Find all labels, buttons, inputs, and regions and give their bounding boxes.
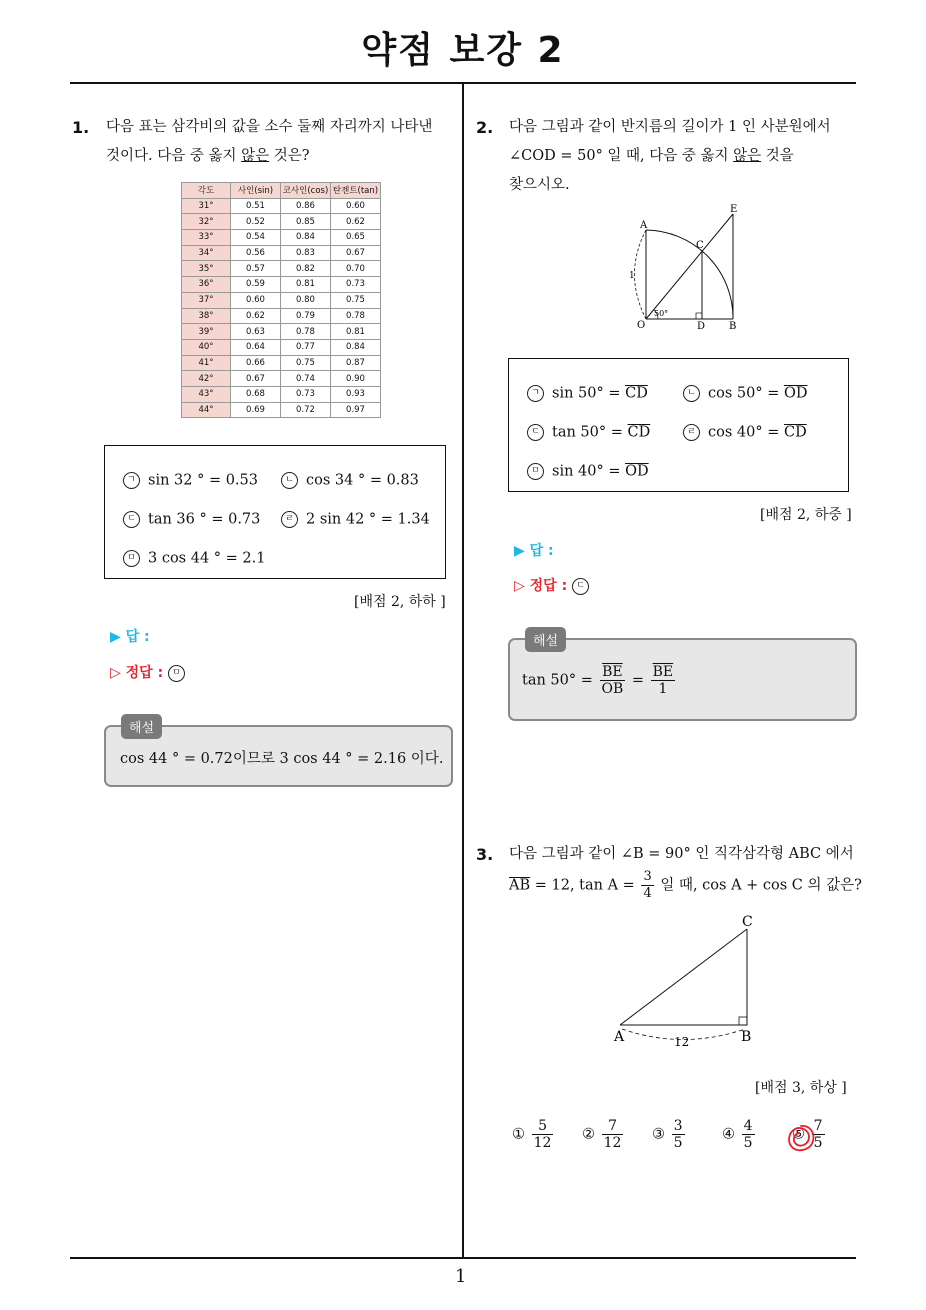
q1-choice-3-text: tan 36 ° = 0.73 <box>148 511 261 528</box>
table-angle-cell: 44° <box>182 402 231 418</box>
q1-choice-5-text: 3 cos 44 ° = 2.1 <box>148 550 266 567</box>
table-value-cell: 0.78 <box>281 324 331 340</box>
question-2-correct-mark: ㄷ <box>572 578 589 595</box>
q1-choice-2[interactable] <box>281 472 419 489</box>
table-value-cell: 0.57 <box>231 261 281 277</box>
table-value-cell: 0.67 <box>331 245 381 261</box>
table-value-cell: 0.77 <box>281 339 331 355</box>
question-2-negation: 않은 <box>733 148 762 164</box>
table-value-cell: 0.56 <box>231 245 281 261</box>
table-value-cell: 0.84 <box>331 339 381 355</box>
table-header-cell: 코사인(cos) <box>281 183 331 199</box>
table-angle-cell: 32° <box>182 214 231 230</box>
question-2-line1: 다음 그림과 같이 반지름의 길이가 1 인 사분원에서 <box>509 119 831 135</box>
label-o: O <box>637 320 646 331</box>
side-ac <box>620 929 747 1025</box>
label-b: B <box>729 321 737 332</box>
table-value-cell: 0.75 <box>331 292 381 308</box>
answer-circle-mark-icon <box>784 1121 818 1155</box>
label-c: C <box>696 240 704 251</box>
question-2-number: 2. <box>476 118 494 137</box>
q1-choice-4[interactable] <box>281 511 430 528</box>
table-header-cell: 탄젠트(tan) <box>331 183 381 199</box>
question-3-number: 3. <box>476 845 494 864</box>
table-value-cell: 0.81 <box>281 277 331 293</box>
table-row <box>182 355 381 371</box>
label-a: A <box>640 220 648 231</box>
page-title: 약점 보강 2 <box>361 30 565 71</box>
right-triangle-figure <box>606 908 766 1053</box>
q2-choice-2-rhs: $\overline{OD}$ <box>783 385 808 402</box>
q1-choice-5[interactable] <box>123 550 265 567</box>
question-2-correct-label-text: ▷ 정답 : <box>514 578 568 594</box>
q2-choice-2-lhs: cos 50° = <box>708 385 784 402</box>
table-row <box>182 198 381 214</box>
q3-option-5-num: 7 <box>813 1118 823 1134</box>
table-value-cell: 0.84 <box>281 230 331 246</box>
table-angle-cell: 36° <box>182 277 231 293</box>
table-value-cell: 0.75 <box>281 355 331 371</box>
question-2-line2 <box>509 142 859 171</box>
table-value-cell: 0.82 <box>281 261 331 277</box>
table-value-cell: 0.97 <box>331 402 381 418</box>
label-d: D <box>697 321 706 332</box>
q3-option-1[interactable] <box>512 1118 555 1151</box>
question-2-line2-post: 것을 <box>761 148 794 164</box>
column-divider <box>462 84 464 1258</box>
solution-frac-1 <box>600 664 626 697</box>
footer-rule <box>70 1257 856 1259</box>
question-3-line2 <box>509 869 861 902</box>
trig-table-wrapper <box>181 182 381 418</box>
q3-option-1-frac <box>532 1118 554 1151</box>
table-row <box>182 277 381 293</box>
question-1-line2-pre: 것이다. 다음 중 옳지 <box>106 148 242 164</box>
table-value-cell: 0.64 <box>231 339 281 355</box>
label-angle: 50° <box>654 309 669 318</box>
solution-frac-1-num: $\overline{BE}$ <box>600 664 626 681</box>
q2-choice-2[interactable] <box>683 385 808 402</box>
q3-option-2-mark: ② <box>582 1126 595 1143</box>
label-radius: 1 <box>629 271 635 281</box>
table-row <box>182 339 381 355</box>
question-1-solution-tag: 해설 <box>121 714 162 739</box>
q2-choice-1-lhs: sin 50° = <box>552 385 626 402</box>
question-1-answer-label: ▶ 답 : <box>110 629 150 645</box>
table-value-cell: 0.62 <box>331 214 381 230</box>
question-3-ab: $\overline{AB}$ <box>509 877 531 894</box>
table-value-cell: 0.87 <box>331 355 381 371</box>
label-base: 12 <box>674 1035 690 1049</box>
question-3-score: [배점 3, 하상 ] <box>755 1080 847 1096</box>
q1-choice-3-mark: ㄷ <box>123 511 140 528</box>
question-1-solution-text: cos 44 ° = 0.72이므로 3 cos 44 ° = 2.16 이다. <box>120 751 444 767</box>
label-b: B <box>741 1029 752 1045</box>
q3-option-3-mark: ③ <box>652 1126 665 1143</box>
question-1-correct-mark: ㅁ <box>168 665 185 682</box>
question-1-choices-box <box>104 445 446 579</box>
question-1-correct-label-text: ▷ 정답 : <box>110 665 164 681</box>
question-3-line1: 다음 그림과 같이 ∠B = 90° 인 직각삼각형 ABC 에서 <box>509 846 854 862</box>
table-row <box>182 261 381 277</box>
table-angle-cell: 35° <box>182 261 231 277</box>
table-row <box>182 324 381 340</box>
table-row <box>182 402 381 418</box>
question-1-line2 <box>106 142 456 171</box>
q2-choice-3-rhs: $\overline{CD}$ <box>627 424 651 441</box>
right-angle-b <box>739 1017 747 1025</box>
line-oe <box>646 214 733 319</box>
table-value-cell: 0.51 <box>231 198 281 214</box>
q2-choice-5-lhs: sin 40° = <box>552 463 626 480</box>
table-angle-cell: 43° <box>182 386 231 402</box>
table-header-cell: 각도 <box>182 183 231 199</box>
table-value-cell: 0.68 <box>231 386 281 402</box>
table-angle-cell: 34° <box>182 245 231 261</box>
q3-option-2-num: 7 <box>602 1118 624 1135</box>
question-1-negation: 않은 <box>241 148 270 164</box>
table-value-cell: 0.73 <box>331 277 381 293</box>
solution-frac-1-den: OB <box>601 681 624 697</box>
q2-choice-4-lhs: cos 40° = <box>708 424 784 441</box>
label-c: C <box>742 914 753 930</box>
table-value-cell: 0.86 <box>281 198 331 214</box>
q2-choice-5[interactable] <box>527 463 649 480</box>
table-value-cell: 0.74 <box>281 371 331 387</box>
question-1-score: [배점 2, 하하 ] <box>354 594 446 610</box>
table-value-cell: 0.81 <box>331 324 381 340</box>
q3-option-3[interactable] <box>652 1118 687 1151</box>
question-2-score: [배점 2, 하중 ] <box>760 507 852 523</box>
question-3-line2-b: 일 때, cos A + cos C 의 값은? <box>655 877 862 894</box>
solution-frac-2 <box>651 664 676 697</box>
question-1-line2-post: 것은? <box>269 148 310 164</box>
q3-option-1-num: 5 <box>532 1118 554 1135</box>
table-value-cell: 0.85 <box>281 214 331 230</box>
question-3-tan-num: 3 <box>643 869 652 884</box>
q3-option-4-frac <box>742 1118 755 1151</box>
q3-option-4-den: 5 <box>743 1135 753 1151</box>
q2-choice-3[interactable] <box>527 424 650 441</box>
table-row <box>182 371 381 387</box>
radius-marker <box>635 230 647 319</box>
q3-option-3-frac <box>672 1118 685 1151</box>
table-angle-cell: 37° <box>182 292 231 308</box>
table-value-cell: 0.69 <box>231 402 281 418</box>
question-3-text <box>509 840 861 902</box>
q2-choice-1[interactable] <box>527 385 648 402</box>
q2-choice-2-mark: ㄴ <box>683 385 700 402</box>
table-value-cell: 0.65 <box>331 230 381 246</box>
question-1-correct-label <box>110 662 193 682</box>
q1-choice-1-text: sin 32 ° = 0.53 <box>148 472 258 489</box>
solution-equals: = <box>631 672 645 689</box>
table-angle-cell: 38° <box>182 308 231 324</box>
q2-choice-3-mark: ㄷ <box>527 424 544 441</box>
table-value-cell: 0.93 <box>331 386 381 402</box>
solution-frac-2-den: 1 <box>658 681 668 697</box>
table-angle-cell: 31° <box>182 198 231 214</box>
question-1-number: 1. <box>72 118 90 137</box>
q2-choice-4-mark: ㄹ <box>683 424 700 441</box>
table-value-cell: 0.73 <box>281 386 331 402</box>
table-value-cell: 0.83 <box>281 245 331 261</box>
table-header-cell: 사인(sin) <box>231 183 281 199</box>
arc-ab <box>646 230 733 319</box>
q3-option-3-num: 3 <box>673 1118 683 1134</box>
page-number: 1 <box>455 1266 467 1287</box>
question-2-line2-pre: ∠COD = 50° 일 때, 다음 중 옳지 <box>509 148 734 164</box>
label-e: E <box>730 204 738 215</box>
q3-option-2-frac <box>602 1118 624 1151</box>
table-row <box>182 214 381 230</box>
question-3-tan-frac <box>641 869 653 902</box>
q2-choice-1-mark: ㄱ <box>527 385 544 402</box>
table-value-cell: 0.52 <box>231 214 281 230</box>
q2-choice-1-rhs: $\overline{CD}$ <box>625 385 648 402</box>
q2-choice-4[interactable] <box>683 424 807 441</box>
question-2-solution <box>522 664 677 697</box>
table-value-cell: 0.60 <box>231 292 281 308</box>
question-2-text <box>509 113 859 200</box>
q2-choice-3-lhs: tan 50° = <box>552 424 628 441</box>
question-2-solution-tag: 해설 <box>525 627 566 652</box>
q1-choice-4-mark: ㄹ <box>281 511 298 528</box>
table-value-cell: 0.59 <box>231 277 281 293</box>
q1-choice-2-mark: ㄴ <box>281 472 298 489</box>
q3-option-5-den: 5 <box>813 1135 823 1151</box>
table-row <box>182 230 381 246</box>
q3-option-1-den: 12 <box>533 1135 552 1151</box>
table-value-cell: 0.67 <box>231 371 281 387</box>
q1-choice-1-mark: ㄱ <box>123 472 140 489</box>
label-a: A <box>614 1029 625 1045</box>
q2-choice-5-rhs: $\overline{OD}$ <box>625 463 649 480</box>
question-2-solution-lhs: tan 50° = <box>522 672 593 689</box>
table-angle-cell: 42° <box>182 371 231 387</box>
table-row <box>182 245 381 261</box>
q1-choice-2-text: cos 34 ° = 0.83 <box>306 472 419 489</box>
q1-choice-4-text: 2 sin 42 ° = 1.34 <box>306 511 430 528</box>
question-2-choices-box <box>508 358 849 492</box>
table-angle-cell: 40° <box>182 339 231 355</box>
table-value-cell: 0.66 <box>231 355 281 371</box>
q3-option-2-den: 12 <box>603 1135 622 1151</box>
table-value-cell: 0.79 <box>281 308 331 324</box>
table-value-cell: 0.72 <box>281 402 331 418</box>
question-2-line3: 찾으시오. <box>509 177 570 193</box>
q1-choice-1[interactable] <box>123 472 258 489</box>
q2-choice-5-mark: ㅁ <box>527 463 544 480</box>
question-2-correct-label <box>514 575 597 595</box>
quarter-circle-figure <box>620 198 750 336</box>
q1-choice-5-mark: ㅁ <box>123 550 140 567</box>
table-value-cell: 0.80 <box>281 292 331 308</box>
trig-table <box>181 182 381 418</box>
table-value-cell: 0.78 <box>331 308 381 324</box>
question-1-line1: 다음 표는 삼각비의 값을 소수 둘째 자리까지 나타낸 <box>106 119 433 135</box>
q3-option-4[interactable] <box>722 1118 757 1151</box>
q2-choice-4-rhs: $\overline{CD}$ <box>783 424 807 441</box>
table-value-cell: 0.54 <box>231 230 281 246</box>
q3-option-3-den: 5 <box>673 1135 683 1151</box>
table-value-cell: 0.70 <box>331 261 381 277</box>
table-angle-cell: 39° <box>182 324 231 340</box>
question-1-text <box>106 113 456 171</box>
question-3-line2-a: = 12, tan A = <box>530 877 640 894</box>
right-angle-d <box>696 313 702 319</box>
table-value-cell: 0.60 <box>331 198 381 214</box>
table-angle-cell: 33° <box>182 230 231 246</box>
table-row <box>182 292 381 308</box>
table-value-cell: 0.63 <box>231 324 281 340</box>
table-row <box>182 386 381 402</box>
q3-option-1-mark: ① <box>512 1126 525 1143</box>
q3-option-5-mark: ⑤ <box>792 1126 805 1143</box>
q3-option-4-mark: ④ <box>722 1126 735 1143</box>
question-2-answer-label: ▶ 답 : <box>514 543 554 559</box>
table-row <box>182 308 381 324</box>
q3-option-4-num: 4 <box>743 1118 753 1134</box>
table-value-cell: 0.62 <box>231 308 281 324</box>
solution-frac-2-num: $\overline{BE}$ <box>652 664 674 680</box>
table-angle-cell: 41° <box>182 355 231 371</box>
question-3-tan-den: 4 <box>643 886 652 901</box>
q1-choice-3[interactable] <box>123 511 260 528</box>
table-value-cell: 0.90 <box>331 371 381 387</box>
q3-option-2[interactable] <box>582 1118 625 1151</box>
